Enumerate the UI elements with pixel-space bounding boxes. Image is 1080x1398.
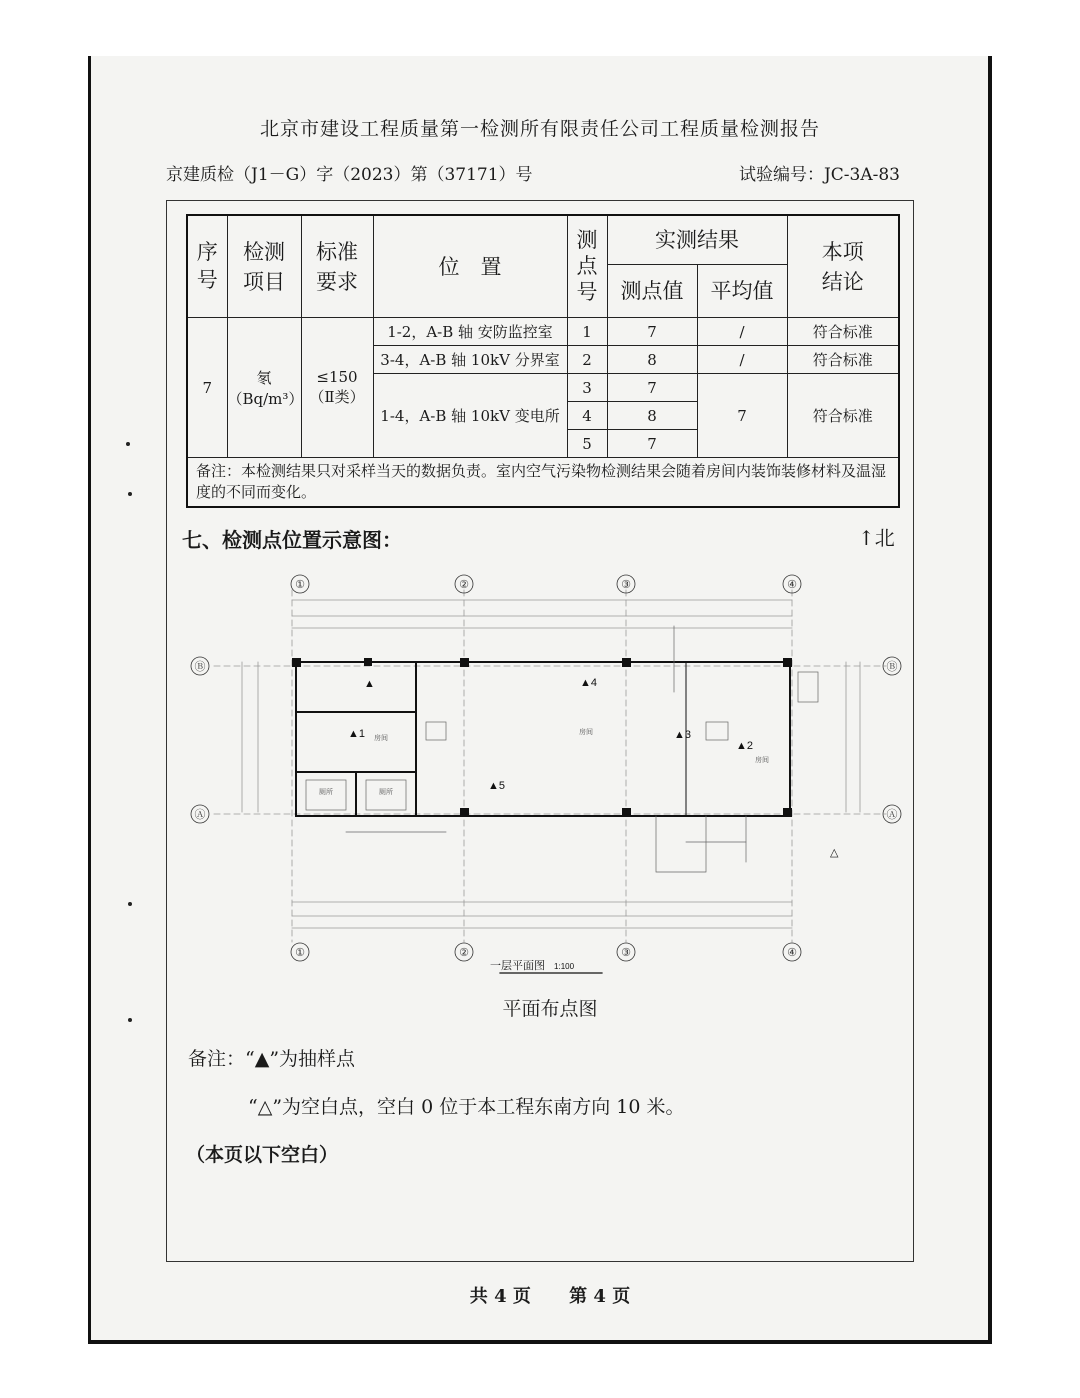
scan-speck <box>128 902 132 906</box>
axis-label-1: ① <box>295 579 305 591</box>
item-unit: （Bq/m³） <box>227 389 304 408</box>
cell-avg: 7 <box>697 374 787 458</box>
room-label: 房间 <box>374 735 388 742</box>
note-blank-below: （本页以下空白） <box>186 1144 339 1166</box>
test-number: 试验编号：JC-3A-83 <box>738 165 900 185</box>
cell-value: 7 <box>607 374 697 402</box>
sample-point-5: ▲5 <box>488 780 506 792</box>
plan-caption: 平面布点图 <box>502 998 598 1020</box>
cell-conclusion: 符合标准 <box>787 318 899 346</box>
axis-label-b: Ⓑ <box>194 661 206 673</box>
room-label: 厕所 <box>379 789 393 796</box>
axis-markers <box>191 575 901 961</box>
cell-seq: 7 <box>187 318 227 458</box>
axis-label-4-bottom: ④ <box>787 947 797 959</box>
header-conclusion <box>787 215 899 318</box>
axis-label-2-bottom: ② <box>459 947 469 959</box>
header-standard-text: 标准要求 <box>316 239 358 294</box>
dimension-lines <box>214 590 886 942</box>
cell-point: 2 <box>567 346 607 374</box>
header-seq <box>187 215 227 318</box>
table-row <box>187 318 899 346</box>
header-conclusion-text: 本项结论 <box>821 239 864 294</box>
sample-point-1: ▲1 <box>348 728 366 740</box>
cell-value: 7 <box>607 318 697 346</box>
axis-label-b-right: Ⓑ <box>886 661 898 673</box>
results-table <box>186 214 900 508</box>
axis-label-a: Ⓐ <box>194 809 206 821</box>
scan-speck <box>126 442 130 446</box>
room-label: 房间 <box>579 729 593 736</box>
document-number: 京建质检（J1－G）字（2023）第（37171）号 <box>166 165 533 185</box>
header-point-value: 测点值 <box>607 265 697 318</box>
header-results: 实测结果 <box>607 215 787 265</box>
page-total: 共 4 页 <box>469 1286 531 1307</box>
header-item-text: 检测项目 <box>243 239 285 294</box>
header-position: 位 置 <box>373 215 567 318</box>
item-name: 氡 <box>256 368 272 387</box>
cell-position: 3-4，A-B 轴 10kV 分界室 <box>373 346 567 374</box>
room-label: 房间 <box>755 757 769 764</box>
header-avg-value: 平均值 <box>697 265 787 318</box>
cell-position: 1-4，A-B 轴 10kV 变电所 <box>373 374 567 458</box>
north-arrow: ↑北 <box>858 526 895 550</box>
cell-avg: / <box>697 318 787 346</box>
scan-speck <box>128 492 132 496</box>
axis-label-3-bottom: ③ <box>621 947 631 959</box>
standard-limit: ≤150 <box>316 368 358 386</box>
plan-title <box>490 959 575 972</box>
section-heading: 七、检测点位置示意图： <box>182 528 402 552</box>
room-label: 厕所 <box>319 789 333 796</box>
sample-point-3: ▲3 <box>674 729 692 741</box>
cell-position: 1-2，A-B 轴 安防监控室 <box>373 318 567 346</box>
header-point-no-text: 测点号 <box>576 227 598 304</box>
floor-plan <box>186 572 916 982</box>
cell-conclusion: 符合标准 <box>787 346 899 374</box>
cell-value: 8 <box>607 402 697 430</box>
cell-conclusion: 符合标准 <box>787 374 899 458</box>
table-remark: 备注：本检测结果只对采样当天的数据负责。室内空气污染物检测结果会随着房间内装饰装修材料及温湿度的不同而变化。 <box>187 458 899 508</box>
header-seq-text: 序号 <box>196 240 218 292</box>
axis-label-4: ④ <box>787 579 797 591</box>
cell-point: 4 <box>567 402 607 430</box>
page-current: 第 4 页 <box>569 1286 631 1307</box>
cell-standard <box>301 318 373 458</box>
sample-point-4: ▲4 <box>580 677 598 689</box>
plan-scale: 1:100 <box>554 962 575 971</box>
axis-label-2: ② <box>459 579 469 591</box>
axis-label-a-right: Ⓐ <box>886 809 898 821</box>
axis-label-1-bottom: ① <box>295 947 305 959</box>
cell-item <box>227 318 304 458</box>
cell-avg: / <box>697 346 787 374</box>
page-footer <box>0 1282 1080 1308</box>
blank-point: △ <box>830 847 839 859</box>
header-item <box>227 215 301 318</box>
header-standard <box>301 215 373 318</box>
cell-value: 8 <box>607 346 697 374</box>
cell-value: 7 <box>607 430 697 458</box>
header-point-no <box>567 215 607 318</box>
cell-point: 1 <box>567 318 607 346</box>
standard-class: （Ⅱ类） <box>309 388 365 406</box>
cell-point: 3 <box>567 374 607 402</box>
report-title: 北京市建设工程质量第一检测所有限责任公司工程质量检测报告 <box>259 118 820 140</box>
axis-label-3: ③ <box>621 579 631 591</box>
sample-point-2: ▲2 <box>736 740 754 752</box>
note-blank-point: “△”为空白点，空白 0 位于本工程东南方向 10 米。 <box>248 1096 685 1118</box>
plan-title-text: 一层平面图 <box>489 960 545 972</box>
cell-point: 5 <box>567 430 607 458</box>
note-sample-point: 备注：“▲”为抽样点 <box>188 1048 356 1070</box>
sample-point-marker: ▲ <box>364 678 375 690</box>
